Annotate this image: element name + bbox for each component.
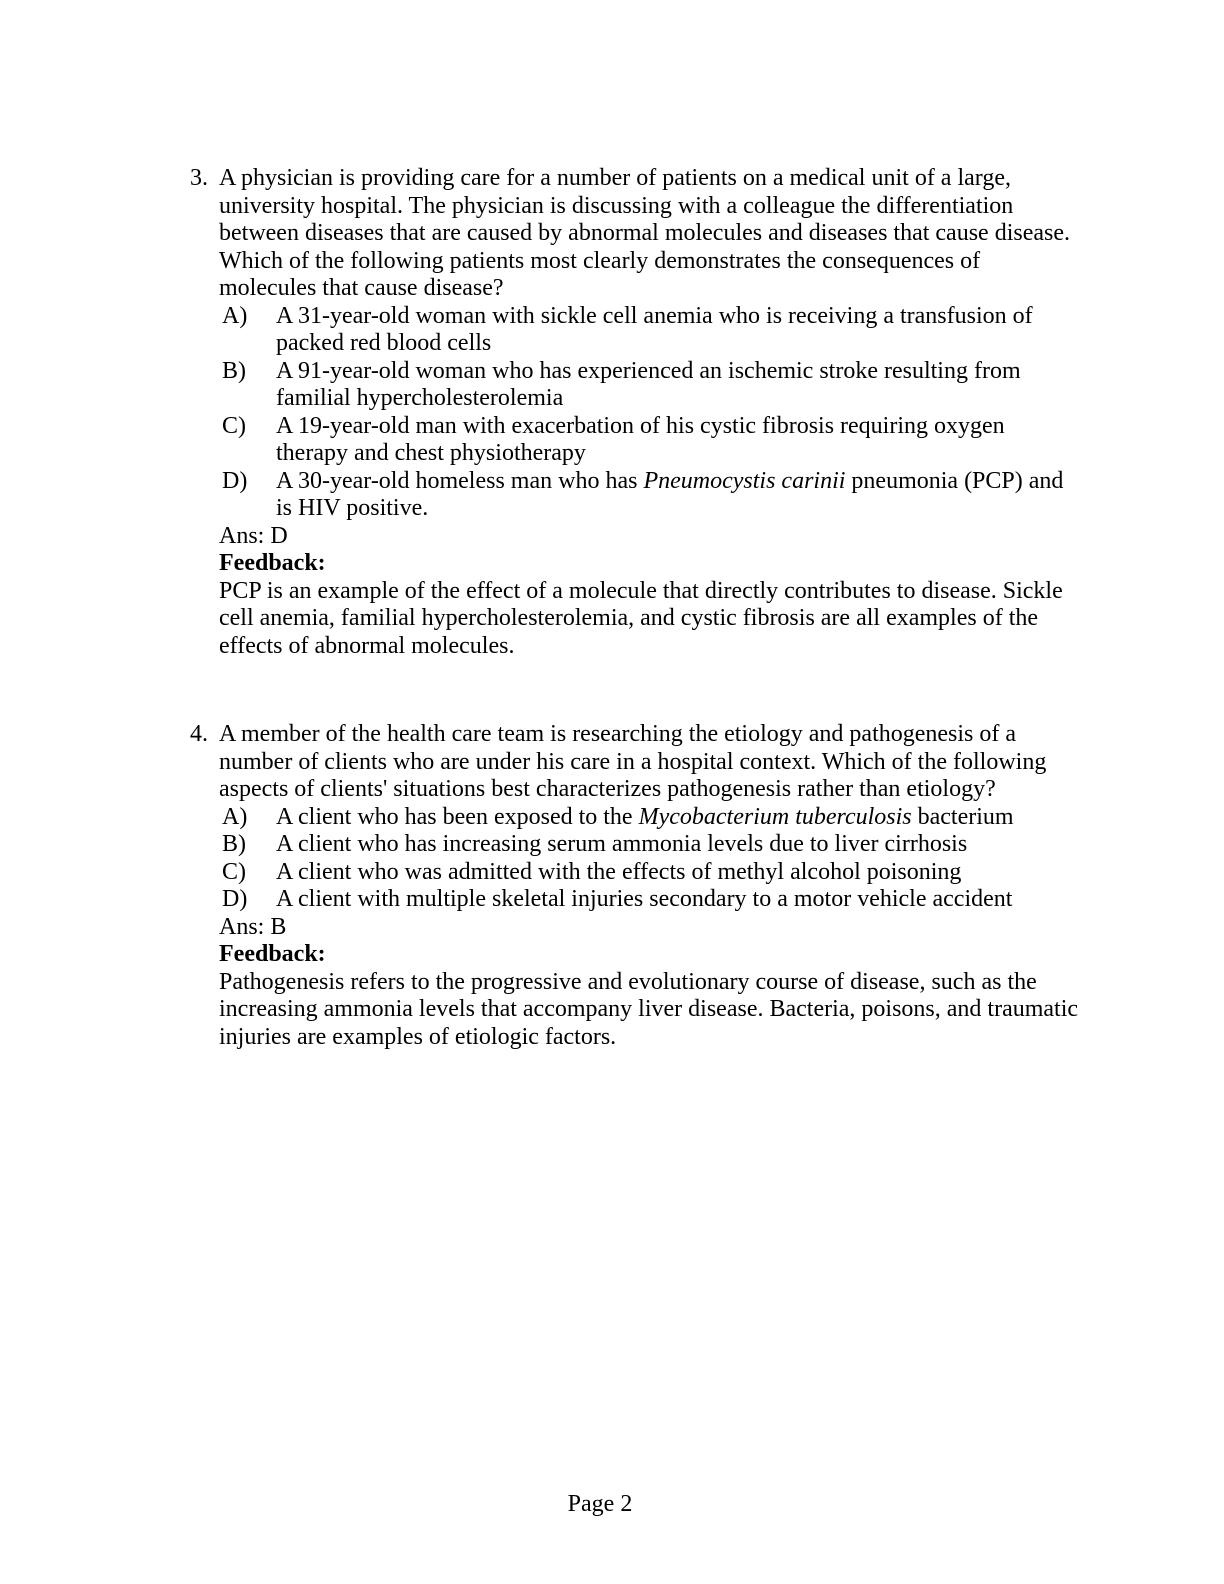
question-block-4 [190, 721, 1090, 1051]
option-text [276, 468, 1076, 523]
answer-value: D [270, 522, 288, 549]
option-text [276, 413, 1076, 468]
option-text [276, 886, 1076, 914]
option-text-segment: bacterium [917, 803, 1014, 830]
answer-label: Ans: [219, 913, 265, 940]
option-text [276, 859, 1076, 887]
page-number: Page 2 [567, 1491, 633, 1517]
question-number: 3. [190, 165, 208, 191]
option-row [222, 468, 1090, 523]
option-row [222, 859, 1090, 887]
option-label: A) [222, 803, 248, 830]
answer-label: Ans: [219, 522, 265, 549]
option-label: B) [222, 831, 246, 857]
option-label: C) [222, 412, 246, 439]
option-text-segment: A 30-year-old homeless man who has [276, 467, 638, 494]
option-label: D) [222, 467, 248, 494]
option-text [276, 831, 1076, 859]
page-footer [0, 1491, 1200, 1519]
option-text [276, 804, 1076, 832]
option-row [222, 886, 1090, 914]
feedback-text: Pathogenesis refers to the progressive and evolutionary course of disease, such as the increasing ammonia levels that accompany liver disease. Bacteria, poisons, and traumatic injuries are examples of etiologic factors. [219, 968, 1079, 1050]
question-block-3 [190, 165, 1090, 660]
option-row [222, 303, 1090, 358]
answer-line [219, 523, 1090, 551]
question-stem: A member of the health care team is researching the etiology and pathogenesis of a number of clients who are under his care in a hospital context. Which of the following aspects of clients' situations best characterizes pathogenesis rather than etiology? [219, 721, 1047, 802]
option-row [222, 804, 1090, 832]
option-label: C) [222, 858, 246, 885]
option-text-italic-segment: Mycobacterium tuberculosis [638, 803, 912, 830]
option-text [276, 303, 1076, 358]
answer-line [219, 914, 1090, 942]
option-text-segment: A 31-year-old woman with sickle cell anemia who is receiving a transfusion of packed red blood cells [276, 302, 1033, 356]
option-text-segment: A client with multiple skeletal injuries secondary to a motor vehicle accident [276, 886, 1013, 912]
option-text-segment: A 91-year-old woman who has experienced an ischemic stroke resulting from familial hypercholesterolemia [276, 357, 1021, 411]
answer-value: B [270, 913, 287, 940]
question-stem-row [190, 721, 1090, 804]
feedback-heading: Feedback: [219, 941, 326, 967]
option-text-italic-segment: Pneumocystis carinii [643, 467, 846, 494]
feedback-text: PCP is an example of the effect of a molecule that directly contributes to disease. Sickle cell anemia, familial hypercholesterolemia, and cystic fibrosis are all examples of the effects of abnormal molecules. [219, 577, 1063, 659]
option-label: A) [222, 302, 248, 329]
option-text-segment: A client who has been exposed to the [276, 803, 633, 830]
option-text [276, 358, 1076, 413]
option-label: B) [222, 357, 246, 384]
option-row [222, 831, 1090, 859]
options-list [222, 804, 1090, 914]
option-text-segment: A client who was admitted with the effects of methyl alcohol poisoning [276, 858, 962, 885]
question-number: 4. [190, 721, 208, 747]
question-stem-row [190, 165, 1090, 303]
option-text-segment: A client who has increasing serum ammonia levels due to liver cirrhosis [276, 831, 968, 857]
option-label: D) [222, 886, 248, 912]
option-text-segment: pneumonia (PCP) and is HIV positive. [276, 467, 1064, 521]
question-stem: A physician is providing care for a number of patients on a medical unit of a large, university hospital. The physician is discussing with a colleague the differentiation between diseases that are caused by abnormal molecules and diseases that cause disease. Which of the following patients most clearly demonstrates the consequences of molecules that cause disease? [219, 165, 1071, 301]
options-list [222, 303, 1090, 523]
feedback-heading: Feedback: [219, 550, 326, 576]
option-row [222, 358, 1090, 413]
option-text-segment: A 19-year-old man with exacerbation of his cystic fibrosis requiring oxygen therapy and chest physiotherapy [276, 412, 1005, 466]
option-row [222, 413, 1090, 468]
